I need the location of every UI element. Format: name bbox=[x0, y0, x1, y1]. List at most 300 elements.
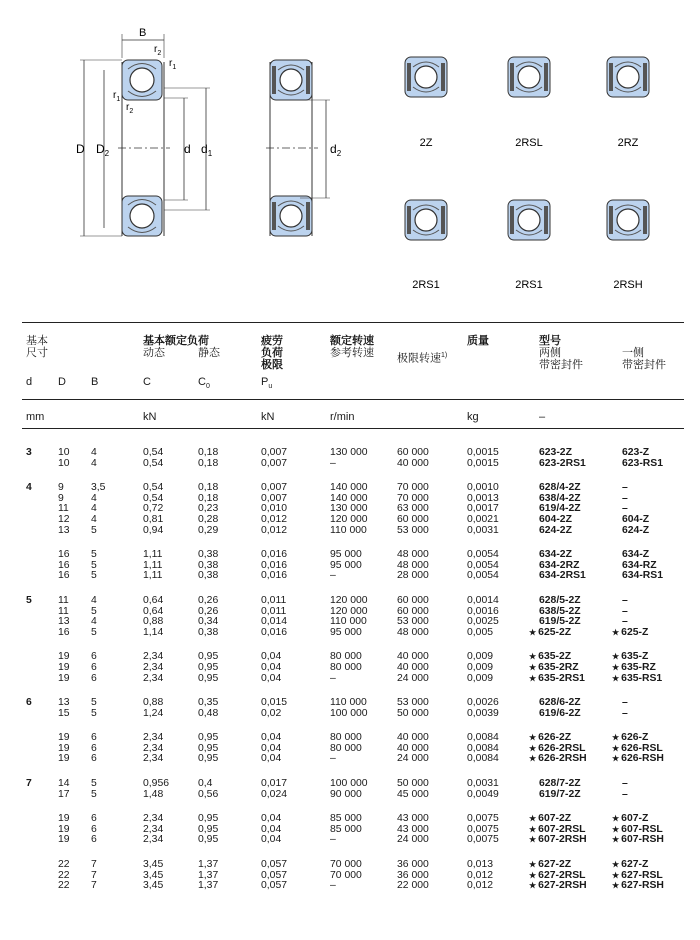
cell-Pu: 0,007 bbox=[261, 492, 288, 504]
cell-Pu: 0,057 bbox=[261, 880, 288, 892]
row-block bbox=[0, 652, 700, 684]
svg-text:2RSL: 2RSL bbox=[515, 137, 543, 149]
sym-Pu: $P_u$ bbox=[261, 376, 273, 391]
popular-star-icon: ★ bbox=[612, 881, 620, 891]
cell-ref: – bbox=[330, 570, 336, 582]
designation-one-side: 624-Z bbox=[622, 524, 650, 536]
row-block bbox=[0, 596, 700, 638]
cell-C0: 0,95 bbox=[198, 651, 219, 663]
designation-both-sides: 638/5-2Z bbox=[539, 605, 581, 617]
table-row bbox=[0, 459, 700, 470]
hdr-dynamic: 动态 bbox=[143, 347, 165, 359]
cell-B: 6 bbox=[91, 834, 97, 846]
table-row bbox=[0, 754, 700, 765]
designation-one-side: – bbox=[622, 707, 628, 719]
svg-text:2Z: 2Z bbox=[419, 137, 433, 149]
cell-C0: 0,95 bbox=[198, 661, 219, 673]
hdr-both-sides: 两侧 带密封件 bbox=[539, 347, 583, 371]
seal-variant-2RZ bbox=[607, 57, 649, 149]
sym-C0: $C_0$ bbox=[198, 376, 210, 391]
cell-C: 3,45 bbox=[143, 869, 164, 881]
designation-one-side: – bbox=[622, 492, 628, 504]
cell-C0: 0,35 bbox=[198, 697, 219, 709]
cell-B: 6 bbox=[91, 651, 97, 663]
cell-C: 0,54 bbox=[143, 492, 164, 504]
cell-B: 6 bbox=[91, 672, 97, 684]
cell-lim: 40 000 bbox=[397, 661, 429, 673]
cell-ref: 120 000 bbox=[330, 513, 368, 525]
designation-both-sides: ★ 607-2Z bbox=[529, 813, 572, 825]
designation-one-side: ★ 625-Z bbox=[612, 626, 649, 638]
cell-C: 0,81 bbox=[143, 513, 164, 525]
cell-mass: 0,0039 bbox=[467, 707, 499, 719]
popular-star-icon: ★ bbox=[612, 824, 620, 834]
cell-C: 2,34 bbox=[143, 651, 164, 663]
cell-B: 5 bbox=[91, 605, 97, 617]
cell-D: 13 bbox=[58, 697, 70, 709]
svg-text:d1: $d_1$ bbox=[201, 142, 213, 158]
cell-C0: 0,95 bbox=[198, 732, 219, 744]
sym-d: d bbox=[26, 376, 33, 388]
popular-star-icon: ★ bbox=[612, 860, 620, 870]
svg-text:r2: $r_2$ bbox=[126, 102, 134, 115]
designation-both-sides: 628/4-2Z bbox=[539, 482, 581, 494]
cell-ref: 130 000 bbox=[330, 447, 368, 458]
table-row bbox=[0, 674, 700, 685]
svg-text:2RS1: 2RS1 bbox=[515, 279, 543, 291]
cell-mass: 0,013 bbox=[467, 859, 494, 871]
bore-group-4 bbox=[0, 483, 700, 582]
popular-star-icon: ★ bbox=[529, 835, 537, 845]
cell-mass: 0,0017 bbox=[467, 503, 499, 515]
cell-ref: 130 000 bbox=[330, 503, 368, 515]
cell-mass: 0,0075 bbox=[467, 813, 499, 825]
row-block bbox=[0, 483, 700, 536]
cell-D: 19 bbox=[58, 732, 70, 744]
cell-Pu: 0,007 bbox=[261, 447, 288, 458]
svg-text:2RZ: 2RZ bbox=[617, 137, 639, 149]
table-row bbox=[0, 835, 700, 846]
cell-C: 3,45 bbox=[143, 880, 164, 892]
designation-one-side: 634-RZ bbox=[622, 559, 657, 571]
cell-mass: 0,0075 bbox=[467, 834, 499, 846]
unit-kN-fatigue: kN bbox=[261, 411, 275, 423]
cell-C0: 0,95 bbox=[198, 742, 219, 754]
cell-Pu: 0,016 bbox=[261, 570, 288, 582]
table-row bbox=[0, 790, 700, 801]
svg-text:r1: $r_1$ bbox=[113, 90, 121, 103]
cell-C: 0,54 bbox=[143, 482, 164, 494]
cell-ref: 120 000 bbox=[330, 605, 368, 617]
cell-ref: 90 000 bbox=[330, 788, 362, 800]
cell-D: 11 bbox=[58, 594, 69, 606]
designation-one-side: ★ 635-RZ bbox=[612, 661, 656, 673]
cell-B: 5 bbox=[91, 788, 97, 800]
table-row bbox=[0, 871, 700, 882]
hdr-limiting-speed: 极限转速$^{1)}$ bbox=[397, 352, 448, 365]
cell-C0: 0,38 bbox=[198, 570, 219, 582]
cell-D: 19 bbox=[58, 672, 70, 684]
cell-mass: 0,0010 bbox=[467, 482, 499, 494]
designation-one-side: 634-Z bbox=[622, 549, 650, 561]
seal-variant-2RSL bbox=[508, 57, 550, 149]
cell-C: 0,64 bbox=[143, 594, 164, 606]
cell-lim: 53 000 bbox=[397, 616, 429, 628]
popular-star-icon: ★ bbox=[529, 733, 537, 743]
cell-C0: 0,38 bbox=[198, 626, 219, 638]
cell-C0: 1,37 bbox=[198, 869, 219, 881]
designation-one-side: ★ 627-RSL bbox=[612, 869, 663, 881]
cell-B: 6 bbox=[91, 661, 97, 673]
table-row bbox=[0, 526, 700, 537]
cell-mass: 0,0014 bbox=[467, 594, 499, 606]
cell-Pu: 0,011 bbox=[261, 605, 287, 617]
svg-text:r1: $r_1$ bbox=[169, 58, 177, 71]
cell-ref: 95 000 bbox=[330, 626, 362, 638]
designation-one-side: ★ 635-Z bbox=[612, 651, 649, 663]
designation-both-sides: 628/6-2Z bbox=[539, 697, 581, 709]
cell-ref: 95 000 bbox=[330, 549, 362, 561]
cell-D: 11 bbox=[58, 503, 69, 515]
cell-Pu: 0,04 bbox=[261, 813, 282, 825]
cell-B: 5 bbox=[91, 697, 97, 709]
designation-one-side: ★ 626-RSL bbox=[612, 742, 663, 754]
cell-lim: 40 000 bbox=[397, 651, 429, 663]
designation-one-side: ★ 607-RSL bbox=[612, 823, 663, 835]
cell-Pu: 0,057 bbox=[261, 859, 288, 871]
svg-text:d2: $d_2$ bbox=[330, 142, 342, 158]
cell-mass: 0,0021 bbox=[467, 513, 499, 525]
designation-one-side: 634-RS1 bbox=[622, 570, 664, 582]
cell-lim: 24 000 bbox=[397, 753, 429, 765]
cell-Pu: 0,04 bbox=[261, 753, 282, 765]
cell-Pu: 0,024 bbox=[261, 788, 288, 800]
designation-both-sides: 628/7-2Z bbox=[539, 778, 581, 790]
cell-lim: 40 000 bbox=[397, 457, 429, 469]
hdr-mass: 质量 bbox=[467, 335, 489, 347]
designation-both-sides: ★ 626-2Z bbox=[529, 732, 572, 744]
cell-mass: 0,005 bbox=[467, 626, 494, 638]
cell-C0: 0,4 bbox=[198, 778, 213, 790]
designation-both-sides: 624-2Z bbox=[539, 524, 572, 536]
cell-C0: 0,38 bbox=[198, 559, 219, 571]
cell-D: 19 bbox=[58, 753, 70, 765]
cell-lim: 70 000 bbox=[397, 492, 429, 504]
cell-C0: 0,26 bbox=[198, 605, 219, 617]
cell-B: 4 bbox=[91, 503, 97, 515]
designation-both-sides: 634-2RS1 bbox=[539, 570, 586, 582]
bore-diameter: 6 bbox=[26, 697, 32, 709]
cell-C: 0,54 bbox=[143, 457, 164, 469]
header-top-rule bbox=[22, 322, 684, 323]
cell-Pu: 0,04 bbox=[261, 661, 282, 673]
cell-C: 2,34 bbox=[143, 732, 164, 744]
cell-C: 0,72 bbox=[143, 503, 164, 515]
cell-ref: 80 000 bbox=[330, 732, 362, 744]
dim-B-label: B bbox=[139, 27, 147, 39]
designation-both-sides: 638/4-2Z bbox=[539, 492, 581, 504]
cell-C0: 0,28 bbox=[198, 513, 219, 525]
unit-kN-load: kN bbox=[143, 411, 157, 423]
svg-text:D2: $D_2$ bbox=[96, 142, 110, 158]
second-section-drawing bbox=[266, 60, 342, 236]
cell-B: 4 bbox=[91, 594, 97, 606]
cell-ref: – bbox=[330, 672, 336, 684]
cell-mass: 0,0084 bbox=[467, 753, 499, 765]
designation-one-side: – bbox=[622, 594, 628, 606]
popular-star-icon: ★ bbox=[612, 743, 620, 753]
designation-one-side: ★ 607-Z bbox=[612, 813, 649, 825]
cell-lim: 45 000 bbox=[397, 788, 429, 800]
cell-lim: 48 000 bbox=[397, 549, 429, 561]
cell-B: 4 bbox=[91, 616, 97, 628]
cell-lim: 40 000 bbox=[397, 732, 429, 744]
cell-Pu: 0,04 bbox=[261, 823, 282, 835]
hdr-fatigue: 疲劳 负荷 极限 bbox=[261, 335, 283, 371]
cell-B: 5 bbox=[91, 559, 97, 571]
designation-both-sides: 619/7-2Z bbox=[539, 788, 581, 800]
cell-lim: 60 000 bbox=[397, 605, 429, 617]
designation-one-side: ★ 627-Z bbox=[612, 859, 649, 871]
table-row bbox=[0, 663, 700, 674]
popular-star-icon: ★ bbox=[529, 860, 537, 870]
header-bottom-rule bbox=[22, 428, 684, 429]
bearing-table bbox=[0, 448, 700, 906]
cell-Pu: 0,04 bbox=[261, 834, 282, 846]
cell-D: 19 bbox=[58, 651, 70, 663]
hdr-basic-dims: 基本 尺寸 bbox=[26, 335, 48, 359]
cell-lim: 50 000 bbox=[397, 707, 429, 719]
cell-Pu: 0,04 bbox=[261, 672, 282, 684]
cell-mass: 0,009 bbox=[467, 672, 494, 684]
cell-Pu: 0,015 bbox=[261, 697, 288, 709]
designation-one-side: 604-Z bbox=[622, 513, 650, 525]
cell-B: 6 bbox=[91, 813, 97, 825]
cell-C0: 0,18 bbox=[198, 482, 219, 494]
designation-one-side: 623-RS1 bbox=[622, 457, 664, 469]
cell-lim: 50 000 bbox=[397, 778, 429, 790]
seal-variant-2RSH bbox=[607, 200, 649, 291]
popular-star-icon: ★ bbox=[612, 733, 620, 743]
cell-C0: 0,18 bbox=[198, 492, 219, 504]
cell-C: 0,94 bbox=[143, 524, 164, 536]
designation-one-side: ★ 626-RSH bbox=[612, 753, 664, 765]
cell-lim: 70 000 bbox=[397, 482, 429, 494]
cell-lim: 40 000 bbox=[397, 742, 429, 754]
designation-both-sides: 623-2RS1 bbox=[539, 457, 586, 469]
cell-Pu: 0,057 bbox=[261, 869, 288, 881]
cell-B: 4 bbox=[91, 492, 97, 504]
cell-D: 10 bbox=[58, 457, 70, 469]
designation-both-sides: ★ 607-2RSL bbox=[529, 823, 586, 835]
cell-lim: 48 000 bbox=[397, 626, 429, 638]
cell-C: 0,64 bbox=[143, 605, 164, 617]
table-row bbox=[0, 709, 700, 720]
popular-star-icon: ★ bbox=[612, 754, 620, 764]
cell-lim: 63 000 bbox=[397, 503, 429, 515]
popular-star-icon: ★ bbox=[612, 673, 620, 683]
cell-C0: 1,37 bbox=[198, 880, 219, 892]
cell-D: 12 bbox=[58, 513, 70, 525]
cell-Pu: 0,011 bbox=[261, 594, 287, 606]
designation-both-sides: ★ 635-2RZ bbox=[529, 661, 579, 673]
cell-ref: 80 000 bbox=[330, 651, 362, 663]
designation-one-side: ★ 635-RS1 bbox=[612, 672, 663, 684]
cell-D: 9 bbox=[58, 482, 64, 494]
cell-B: 5 bbox=[91, 626, 97, 638]
hdr-static: 静态 bbox=[198, 347, 220, 359]
cell-ref: – bbox=[330, 834, 336, 846]
cell-B: 6 bbox=[91, 732, 97, 744]
designation-one-side: – bbox=[622, 605, 628, 617]
cell-Pu: 0,012 bbox=[261, 524, 288, 536]
cell-D: 16 bbox=[58, 559, 70, 571]
cell-ref: – bbox=[330, 457, 336, 469]
cell-C0: 0,95 bbox=[198, 823, 219, 835]
cell-lim: 24 000 bbox=[397, 834, 429, 846]
cell-B: 7 bbox=[91, 880, 97, 892]
cell-D: 16 bbox=[58, 570, 70, 582]
row-block bbox=[0, 448, 700, 469]
cell-B: 5 bbox=[91, 778, 97, 790]
cell-lim: 43 000 bbox=[397, 813, 429, 825]
row-block bbox=[0, 860, 700, 892]
row-block bbox=[0, 698, 700, 719]
designation-one-side: ★ 626-Z bbox=[612, 732, 649, 744]
designation-one-side: – bbox=[622, 778, 628, 790]
cell-D: 10 bbox=[58, 447, 70, 458]
cell-C: 2,34 bbox=[143, 661, 164, 673]
cell-D: 22 bbox=[58, 859, 70, 871]
cell-C0: 0,38 bbox=[198, 549, 219, 561]
cell-C0: 0,95 bbox=[198, 834, 219, 846]
table-row bbox=[0, 744, 700, 755]
bore-diameter: 7 bbox=[26, 778, 32, 790]
cell-D: 16 bbox=[58, 549, 70, 561]
cell-C: 1,24 bbox=[143, 707, 164, 719]
designation-both-sides: 619/5-2Z bbox=[539, 616, 581, 628]
cell-mass: 0,0026 bbox=[467, 697, 499, 709]
cell-ref: – bbox=[330, 753, 336, 765]
cell-C0: 0,95 bbox=[198, 672, 219, 684]
svg-text:2RS1: 2RS1 bbox=[412, 279, 440, 291]
cell-Pu: 0,016 bbox=[261, 559, 288, 571]
row-block bbox=[0, 550, 700, 582]
cell-Pu: 0,04 bbox=[261, 732, 282, 744]
cell-Pu: 0,016 bbox=[261, 549, 288, 561]
table-row bbox=[0, 571, 700, 582]
bore-group-5 bbox=[0, 596, 700, 684]
cell-ref: 70 000 bbox=[330, 869, 362, 881]
dim-d-label: d bbox=[184, 142, 191, 156]
cell-C: 3,45 bbox=[143, 859, 164, 871]
cell-lim: 36 000 bbox=[397, 859, 429, 871]
cell-mass: 0,0075 bbox=[467, 823, 499, 835]
bore-diameter: 3 bbox=[26, 447, 32, 458]
table-row bbox=[0, 825, 700, 836]
cell-B: 7 bbox=[91, 859, 97, 871]
cell-mass: 0,0054 bbox=[467, 570, 499, 582]
table-row bbox=[0, 448, 700, 459]
cell-Pu: 0,02 bbox=[261, 707, 282, 719]
cell-D: 13 bbox=[58, 616, 70, 628]
cell-ref: 110 000 bbox=[330, 697, 367, 709]
cell-mass: 0,0049 bbox=[467, 788, 499, 800]
designation-both-sides: ★ 626-2RSL bbox=[529, 742, 586, 754]
cell-ref: 80 000 bbox=[330, 742, 362, 754]
cell-C: 1,11 bbox=[143, 570, 163, 582]
designation-one-side: – bbox=[622, 788, 628, 800]
cell-mass: 0,0084 bbox=[467, 742, 499, 754]
bore-group-3 bbox=[0, 448, 700, 469]
cell-ref: 100 000 bbox=[330, 778, 368, 790]
cell-mass: 0,012 bbox=[467, 880, 494, 892]
cell-lim: 60 000 bbox=[397, 447, 429, 458]
cell-lim: 22 000 bbox=[397, 880, 429, 892]
cell-mass: 0,0015 bbox=[467, 457, 499, 469]
cell-C0: 0,26 bbox=[198, 594, 219, 606]
hdr-reference-speed: 参考转速 bbox=[330, 347, 374, 359]
designation-one-side: ★ 627-RSH bbox=[612, 880, 664, 892]
cell-C: 2,34 bbox=[143, 813, 164, 825]
cell-ref: 110 000 bbox=[330, 616, 367, 628]
cell-mass: 0,0054 bbox=[467, 549, 499, 561]
cell-mass: 0,012 bbox=[467, 869, 494, 881]
popular-star-icon: ★ bbox=[529, 662, 537, 672]
cell-D: 9 bbox=[58, 492, 64, 504]
cell-ref: 95 000 bbox=[330, 559, 362, 571]
hdr-load-ratings: 基本额定负荷 bbox=[143, 335, 209, 347]
designation-both-sides: 619/6-2Z bbox=[539, 707, 581, 719]
cell-lim: 43 000 bbox=[397, 823, 429, 835]
bore-group-7 bbox=[0, 779, 700, 892]
cell-Pu: 0,007 bbox=[261, 482, 288, 494]
designation-both-sides: ★ 635-2Z bbox=[529, 651, 572, 663]
designation-both-sides: 604-2Z bbox=[539, 513, 572, 525]
cell-D: 19 bbox=[58, 823, 70, 835]
cell-B: 5 bbox=[91, 707, 97, 719]
cell-mass: 0,0025 bbox=[467, 616, 499, 628]
cell-ref: 80 000 bbox=[330, 661, 362, 673]
popular-star-icon: ★ bbox=[529, 814, 537, 824]
table-row bbox=[0, 881, 700, 892]
designation-both-sides: 634-2Z bbox=[539, 549, 572, 561]
cell-B: 4 bbox=[91, 513, 97, 525]
designation-both-sides: ★ 626-2RSH bbox=[529, 753, 587, 765]
cell-B: 5 bbox=[91, 570, 97, 582]
designation-both-sides: ★ 627-2RSH bbox=[529, 880, 587, 892]
cell-D: 14 bbox=[58, 778, 70, 790]
hdr-designation: 型号 bbox=[539, 335, 561, 347]
cell-D: 13 bbox=[58, 524, 70, 536]
cell-Pu: 0,04 bbox=[261, 742, 282, 754]
cell-lim: 36 000 bbox=[397, 869, 429, 881]
cell-D: 19 bbox=[58, 813, 70, 825]
cell-C: 0,88 bbox=[143, 616, 164, 628]
cell-C0: 0,18 bbox=[198, 457, 219, 469]
cell-B: 4 bbox=[91, 457, 97, 469]
designation-both-sides: ★ 625-2Z bbox=[529, 626, 572, 638]
cell-C0: 0,95 bbox=[198, 753, 219, 765]
cell-ref: 140 000 bbox=[330, 492, 368, 504]
svg-text:r2: $r_2$ bbox=[154, 44, 162, 57]
cell-C: 1,14 bbox=[143, 626, 164, 638]
cell-B: 5 bbox=[91, 549, 97, 561]
popular-star-icon: ★ bbox=[612, 662, 620, 672]
cell-C: 0,956 bbox=[143, 778, 170, 790]
unit-mass: kg bbox=[467, 411, 479, 423]
cell-D: 19 bbox=[58, 834, 70, 846]
